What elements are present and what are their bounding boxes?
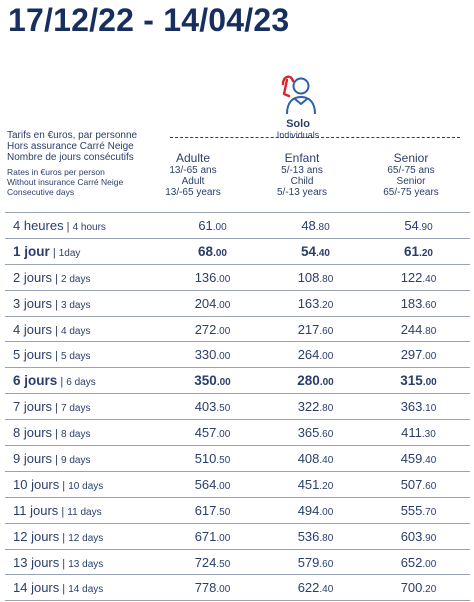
duration-label	[5, 238, 161, 264]
duration-fr: 8 jours	[13, 425, 53, 441]
price-euros: 507	[400, 476, 423, 492]
table-row	[5, 290, 470, 316]
price-cents: .00	[216, 532, 231, 544]
price-euros: 108	[297, 269, 320, 285]
person-icon	[275, 70, 321, 116]
price-euros: 411	[401, 425, 422, 441]
price-cents: .40	[319, 584, 334, 596]
price-cents: .40	[319, 454, 334, 466]
price-euros: 163	[297, 295, 320, 311]
price-euros: 622	[297, 580, 320, 596]
table-row	[5, 342, 470, 368]
price-senior	[367, 471, 470, 497]
solo-sublabel: Individuals	[276, 130, 320, 140]
duration-separator: |	[52, 324, 62, 337]
price-cents: .60	[422, 480, 437, 492]
duration-separator: |	[59, 479, 69, 492]
price-cents: .00	[216, 299, 231, 311]
duration-label	[5, 368, 161, 394]
column-name: Senior	[393, 151, 429, 165]
duration-en: 14 days	[68, 584, 104, 596]
price-cents: .70	[422, 506, 437, 518]
duration-separator: |	[58, 505, 68, 518]
price-adult	[161, 420, 264, 446]
price-cents: .00	[319, 377, 334, 389]
price-child	[264, 368, 367, 394]
duration-fr: 4 heures	[13, 217, 64, 233]
price-senior	[367, 575, 470, 601]
price-senior	[367, 316, 470, 342]
price-euros: 315	[400, 373, 423, 389]
price-child	[264, 523, 367, 549]
duration-label	[5, 420, 161, 446]
price-cents: .00	[319, 506, 334, 518]
duration-en: 11 days	[67, 506, 102, 518]
price-adult	[161, 342, 264, 368]
price-cents: .50	[216, 454, 231, 466]
price-cents: .30	[421, 429, 436, 441]
price-adult	[161, 290, 264, 316]
duration-en: 2 days	[61, 273, 91, 285]
price-euros: 264	[297, 347, 320, 363]
duration-label	[5, 575, 161, 601]
duration-separator: |	[52, 453, 62, 466]
column-age-en: 65/-75 years	[383, 187, 439, 198]
price-euros: 564	[194, 476, 217, 492]
price-senior	[367, 290, 470, 316]
table-row	[5, 213, 470, 239]
price-table-body	[5, 213, 470, 601]
price-euros: 363	[400, 399, 423, 415]
duration-separator: |	[59, 531, 69, 544]
table-row	[5, 575, 470, 601]
price-child	[264, 316, 367, 342]
duration-en: 13 days	[68, 558, 104, 570]
legend-fr-line: Nombre de jours consécutifs	[7, 152, 134, 163]
price-euros: 54	[301, 243, 317, 259]
price-senior	[367, 394, 470, 420]
price-cents: .00	[213, 247, 227, 259]
duration-separator: |	[52, 402, 62, 415]
price-child	[264, 549, 367, 575]
price-adult	[161, 264, 264, 290]
price-cents: .20	[319, 480, 334, 492]
price-adult	[161, 316, 264, 342]
price-cents: .20	[422, 584, 437, 596]
duration-separator: |	[57, 376, 67, 389]
duration-fr: 2 jours	[13, 269, 53, 285]
price-euros: 136	[194, 269, 217, 285]
table-row	[5, 497, 470, 523]
duration-en: 3 days	[61, 299, 91, 311]
duration-fr: 10 jours	[13, 476, 60, 492]
table-row	[5, 471, 470, 497]
table-row	[5, 264, 470, 290]
price-cents: .50	[216, 403, 231, 415]
price-cents: .90	[422, 532, 437, 544]
duration-separator: |	[52, 428, 62, 441]
price-senior	[367, 368, 470, 394]
price-euros: 510	[194, 450, 217, 466]
price-euros: 603	[400, 528, 423, 544]
price-euros: 451	[297, 476, 320, 492]
price-adult	[161, 523, 264, 549]
duration-en: 5 days	[61, 351, 91, 363]
price-child	[264, 446, 367, 472]
price-euros: 280	[297, 373, 320, 389]
price-cents: .60	[319, 558, 334, 570]
table-row	[5, 368, 470, 394]
price-cents: .40	[422, 454, 437, 466]
price-cents: .60	[319, 325, 334, 337]
price-cents: .00	[216, 480, 231, 492]
price-child	[264, 497, 367, 523]
duration-label	[5, 342, 161, 368]
price-euros: 183	[400, 295, 423, 311]
column-age-en: 13/-65 years	[165, 187, 221, 198]
price-adult	[161, 575, 264, 601]
price-adult	[161, 497, 264, 523]
column-header-senior	[356, 151, 466, 198]
price-euros: 330	[194, 347, 217, 363]
duration-fr: 11 jours	[13, 502, 59, 518]
price-cents: .00	[216, 429, 231, 441]
price-euros: 724	[194, 554, 217, 570]
price-cents: .00	[422, 377, 437, 389]
price-euros: 579	[297, 554, 320, 570]
duration-en: 8 days	[61, 429, 91, 441]
table-row	[5, 420, 470, 446]
price-euros: 494	[297, 502, 320, 518]
legend-fr-line: Hors assurance Carré Neige	[7, 141, 134, 152]
price-cents: .00	[216, 325, 231, 337]
price-senior	[367, 238, 470, 264]
duration-fr: 9 jours	[13, 450, 53, 466]
price-adult	[161, 471, 264, 497]
price-cents: .60	[319, 429, 334, 441]
duration-label	[5, 446, 161, 472]
duration-label	[5, 497, 161, 523]
duration-label	[5, 549, 161, 575]
price-child	[264, 213, 367, 239]
price-euros: 459	[400, 450, 423, 466]
price-child	[264, 420, 367, 446]
duration-fr: 4 jours	[13, 321, 53, 337]
price-senior	[367, 213, 470, 239]
table-row	[5, 316, 470, 342]
price-euros: 217	[297, 321, 320, 337]
duration-separator: |	[59, 557, 69, 570]
price-cents: .00	[212, 221, 227, 233]
price-cents: .00	[216, 351, 231, 363]
duration-separator: |	[63, 220, 73, 233]
duration-en: 4 hours	[72, 221, 106, 233]
price-cents: .20	[319, 299, 334, 311]
price-euros: 322	[297, 399, 320, 415]
price-child	[264, 290, 367, 316]
price-senior	[367, 446, 470, 472]
duration-separator: |	[52, 272, 62, 285]
legend-fr-line: Tarifs en €uros, par personne	[7, 130, 138, 141]
price-euros: 365	[297, 425, 320, 441]
duration-label	[5, 316, 161, 342]
price-child	[264, 342, 367, 368]
price-child	[264, 394, 367, 420]
price-euros: 244	[400, 321, 423, 337]
price-adult	[161, 549, 264, 575]
price-cents: .80	[319, 273, 334, 285]
price-child	[264, 575, 367, 601]
price-cents: .00	[319, 351, 334, 363]
price-cents: .50	[216, 558, 231, 570]
price-euros: 68	[198, 243, 214, 259]
price-euros: 555	[400, 502, 423, 518]
column-name: Adulte	[175, 151, 211, 165]
duration-fr: 14 jours	[13, 580, 60, 596]
price-cents: .80	[319, 403, 334, 415]
page-title: 17/12/22 - 14/04/23	[8, 2, 290, 38]
price-euros: 617	[194, 502, 217, 518]
table-row	[5, 446, 470, 472]
price-euros: 671	[194, 528, 217, 544]
column-header-child	[247, 151, 357, 198]
duration-separator: |	[52, 350, 62, 363]
price-cents: .80	[422, 325, 437, 337]
duration-label	[5, 471, 161, 497]
duration-en: 1day	[58, 247, 81, 259]
price-adult	[161, 238, 264, 264]
solo-label: Solo	[286, 118, 310, 130]
legend-en-line: Consecutive days	[7, 187, 75, 197]
duration-en: 4 days	[61, 325, 91, 337]
duration-fr: 7 jours	[13, 399, 53, 415]
legend-en-line: Rates in €uros per person	[7, 167, 105, 177]
price-cents: .50	[216, 506, 231, 518]
price-euros: 700	[400, 580, 423, 596]
duration-separator: |	[49, 246, 59, 259]
duration-separator: |	[52, 298, 62, 311]
table-row	[5, 394, 470, 420]
price-senior	[367, 342, 470, 368]
duration-fr: 6 jours	[13, 373, 58, 389]
price-euros: 61	[198, 217, 213, 233]
solo-header	[262, 70, 334, 140]
column-age-fr: 13/-65 ans	[169, 165, 217, 176]
price-cents: .20	[419, 247, 433, 259]
legend-en-line: Without insurance Carré Neige	[7, 177, 124, 187]
price-cents: .00	[216, 273, 231, 285]
price-cents: .40	[316, 247, 330, 259]
duration-en: 12 days	[68, 532, 104, 544]
price-euros: 778	[194, 580, 217, 596]
price-adult	[161, 213, 264, 239]
table-row	[5, 523, 470, 549]
price-child	[264, 238, 367, 264]
duration-fr: 12 jours	[13, 528, 60, 544]
price-senior	[367, 420, 470, 446]
price-senior	[367, 264, 470, 290]
duration-fr: 1 jour	[13, 243, 50, 259]
price-child	[264, 471, 367, 497]
price-senior	[367, 497, 470, 523]
column-name-en: Adult	[181, 176, 205, 187]
duration-label	[5, 264, 161, 290]
price-euros: 403	[194, 399, 217, 415]
price-cents: .40	[422, 273, 437, 285]
price-euros: 204	[194, 295, 217, 311]
duration-en: 6 days	[66, 377, 96, 389]
duration-fr: 5 jours	[13, 347, 53, 363]
column-age-fr: 5/-13 ans	[281, 165, 323, 176]
duration-label	[5, 523, 161, 549]
price-euros: 48	[301, 217, 316, 233]
table-row	[5, 549, 470, 575]
price-euros: 61	[404, 243, 420, 259]
column-header-adult	[138, 151, 248, 198]
price-euros: 652	[400, 554, 423, 570]
duration-fr: 3 jours	[13, 295, 53, 311]
price-senior	[367, 523, 470, 549]
price-euros: 122	[400, 269, 423, 285]
price-cents: .80	[319, 532, 334, 544]
price-cents: .00	[422, 351, 437, 363]
column-name: Enfant	[284, 151, 320, 165]
price-cents: .60	[422, 299, 437, 311]
column-age-en: 5/-13 years	[276, 187, 328, 198]
price-euros: 536	[297, 528, 320, 544]
duration-label	[5, 290, 161, 316]
column-name-en: Child	[290, 176, 314, 187]
duration-separator: |	[59, 583, 69, 596]
price-euros: 297	[400, 347, 423, 363]
price-euros: 54	[404, 217, 419, 233]
duration-en: 10 days	[68, 480, 104, 492]
duration-label	[5, 213, 161, 239]
column-age-fr: 65/-75 ans	[387, 165, 435, 176]
duration-label	[5, 394, 161, 420]
price-adult	[161, 394, 264, 420]
price-child	[264, 264, 367, 290]
duration-en: 7 days	[61, 403, 91, 415]
price-table	[5, 212, 470, 601]
price-euros: 408	[297, 450, 320, 466]
price-cents: .00	[216, 584, 231, 596]
price-cents: .00	[422, 558, 437, 570]
table-row	[5, 238, 470, 264]
header-divider	[170, 137, 460, 138]
price-euros: 350	[194, 373, 217, 389]
duration-fr: 13 jours	[13, 554, 60, 570]
price-cents: .10	[422, 403, 437, 415]
price-euros: 457	[194, 425, 217, 441]
duration-en: 9 days	[61, 454, 91, 466]
column-name-en: Senior	[396, 176, 426, 187]
price-cents: .90	[418, 221, 433, 233]
price-senior	[367, 549, 470, 575]
price-euros: 272	[194, 321, 217, 337]
price-cents: .80	[315, 221, 330, 233]
price-cents: .00	[216, 377, 231, 389]
price-adult	[161, 368, 264, 394]
price-adult	[161, 446, 264, 472]
